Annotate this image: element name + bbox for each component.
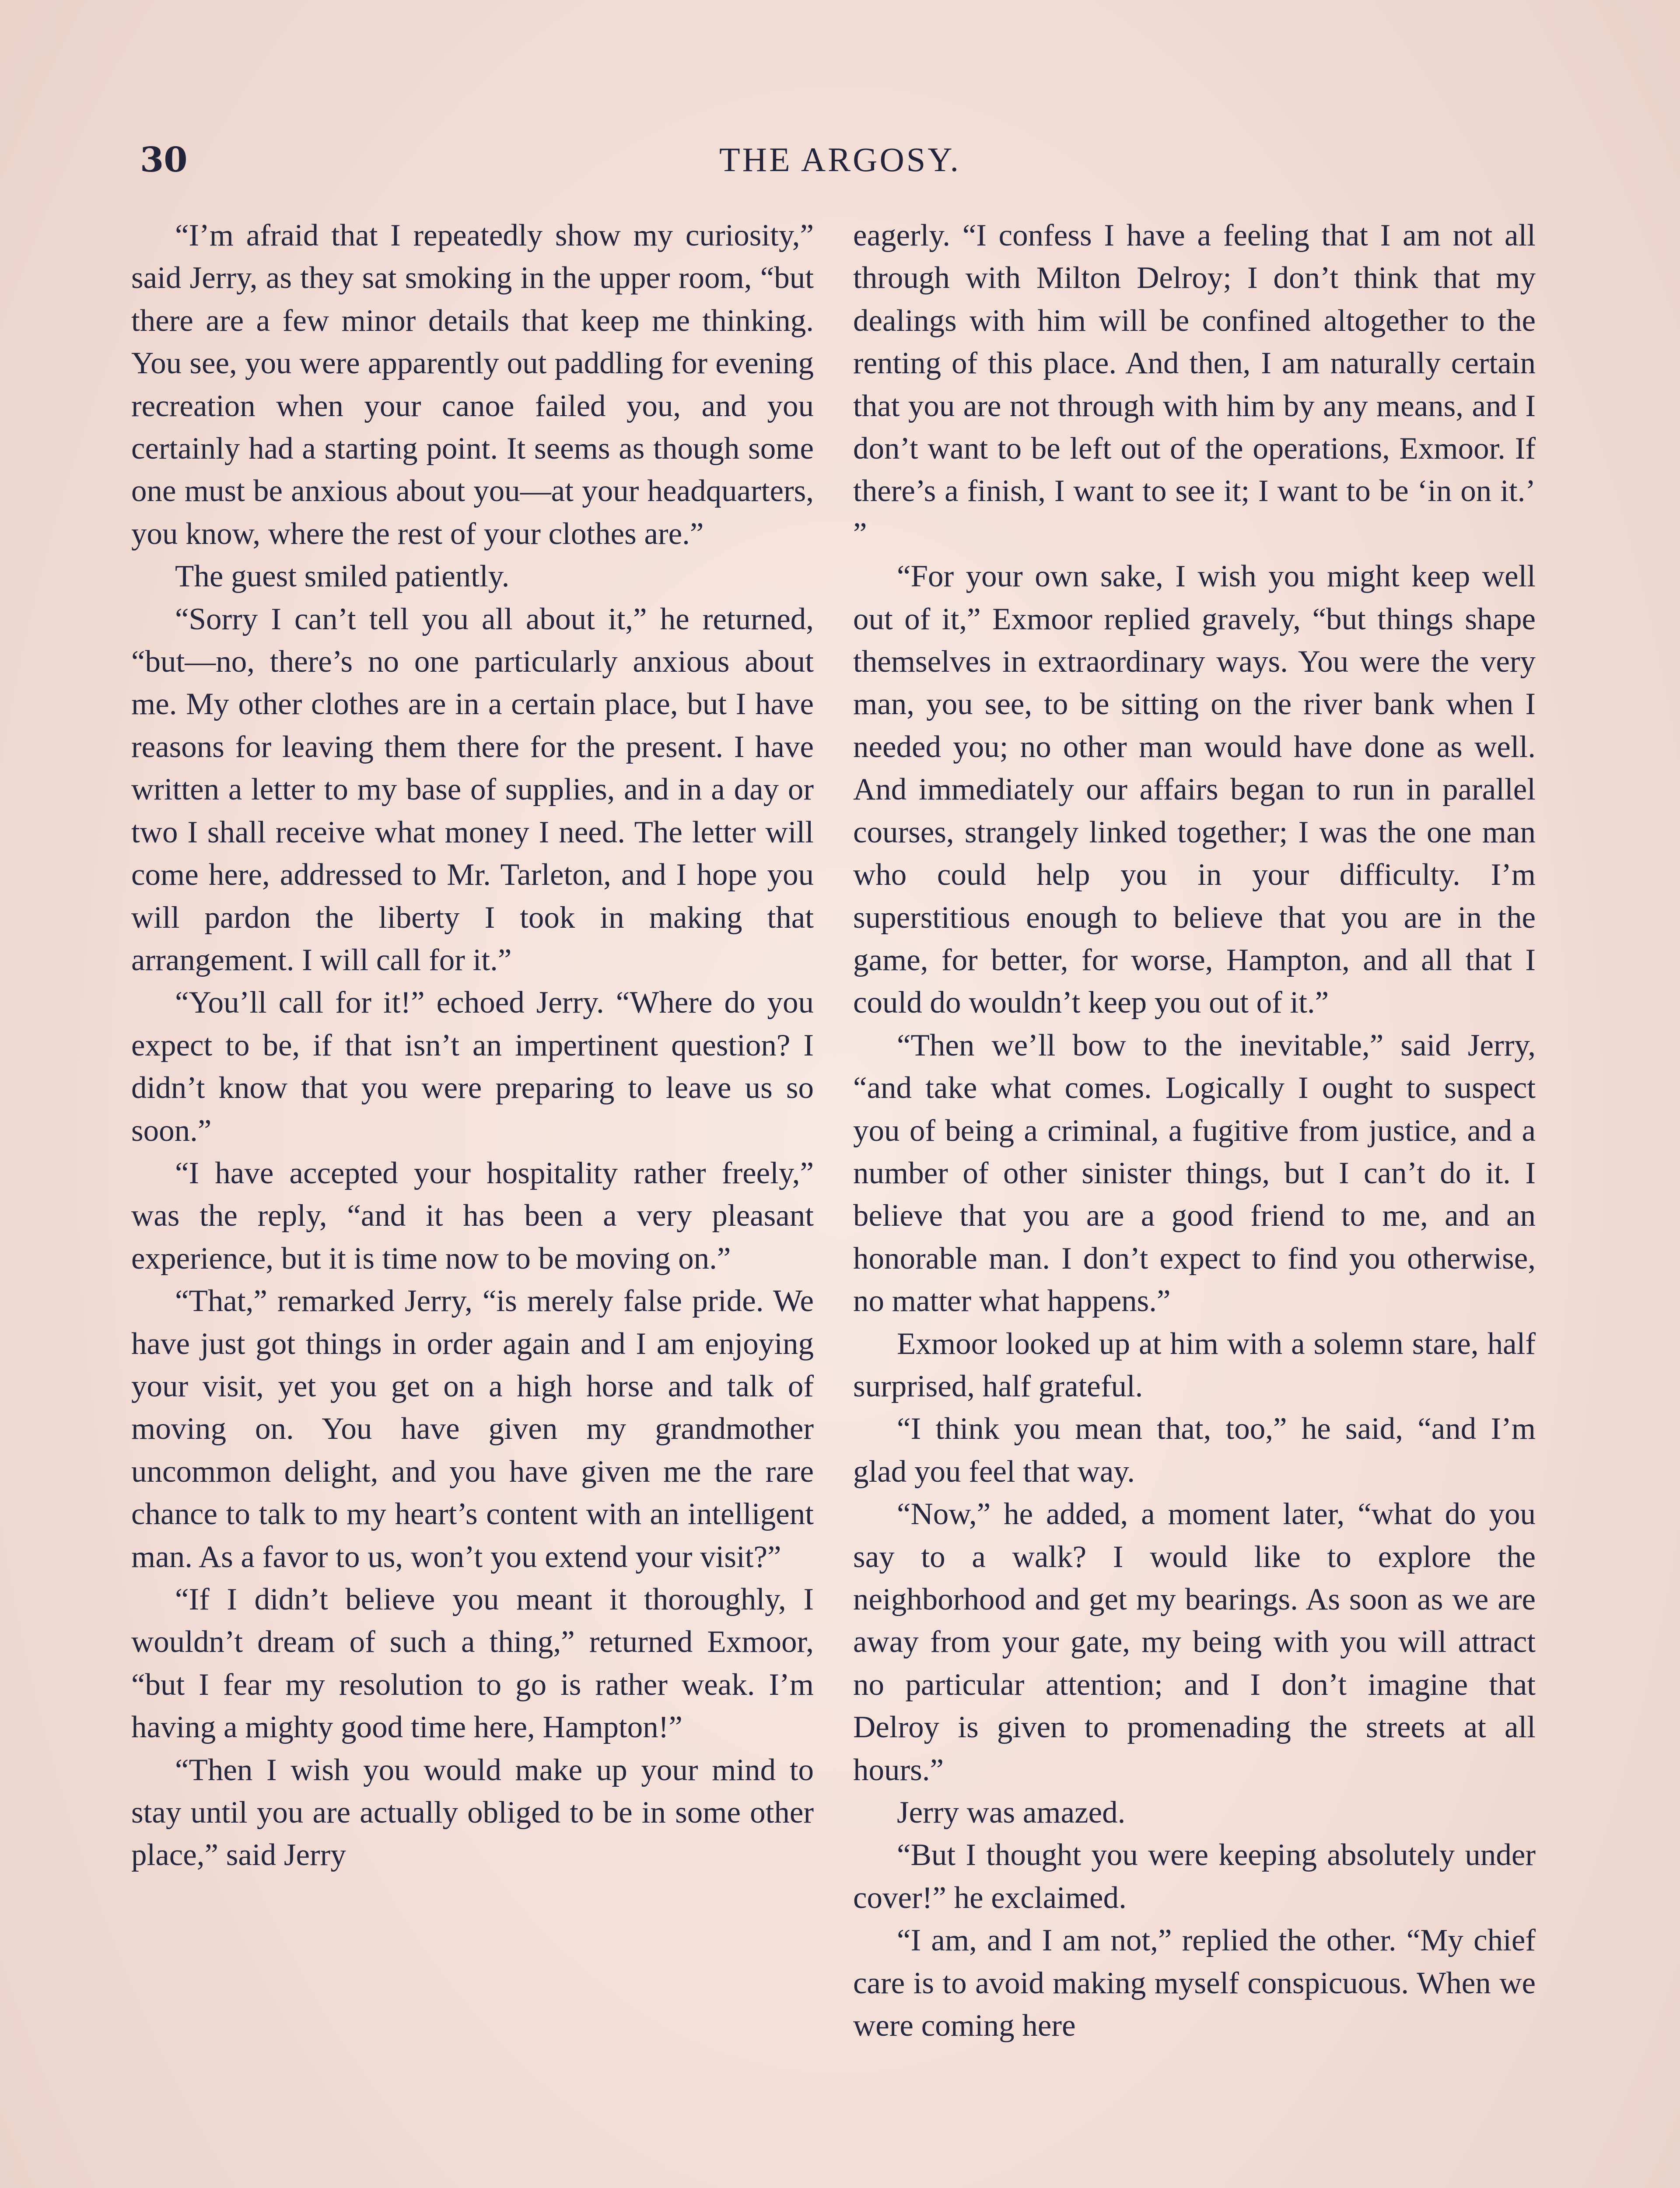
paragraph: “I have accepted your hospitality rather freely,” was the reply, “and it has been a very pleasant experience, but it is time now to be moving on.”: [131, 1156, 814, 1276]
paragraph: “If I didn’t believe you meant it thoroughly, I wouldn’t dream of such a thing,” returned Exmoor, “but I fear my resolution to go is rather weak. I’m having a mighty good time here, Hampton!”: [131, 1582, 814, 1745]
right-column: [853, 214, 1536, 2188]
paragraph: “I’m afraid that I repeatedly show my curiosity,” said Jerry, as they sat smoking in the upper room, “but there are a few minor details that keep me thinking. You see, you were apparently out paddling for evening recreation when your canoe failed you, and you certainly had a starting point. It seems as though some one must be anxious about you—at your headquarters, you know, where the rest of your clothes are.”: [131, 218, 814, 551]
text-columns: [131, 214, 1549, 2188]
left-column: [131, 214, 814, 2188]
paragraph: “But I thought you were keeping absolutely under cover!” he exclaimed.: [853, 1838, 1536, 1915]
paragraph: “That,” remarked Jerry, “is merely false pride. We have just got things in order again and I am enjoying your visit, yet you get on a high horse and talk of moving on. You have given my grandmother uncommon delight, and you have given me the rare chance to talk to my heart’s content with an intelligent man. As a favor to us, won’t you extend your visit?”: [131, 1284, 814, 1574]
page-header: [131, 131, 1549, 193]
paragraph: “Sorry I can’t tell you all about it,” he returned, “but—no, there’s no one particularly anxious about me. My other clothes are in a certain place, but I have reasons for leaving them there for the present. I have written a letter to my base of supplies, and in a day or two I shall receive what money I need. The letter will come here, addressed to Mr. Tarleton, and I hope you will pardon the liberty I took in making that arrangement. I will call for it.”: [131, 602, 814, 977]
running-title: THE ARGOSY.: [719, 140, 961, 179]
paragraph: “You’ll call for it!” echoed Jerry. “Where do you expect to be, if that isn’t an impertinent question? I didn’t know that you were preparing to leave us so soon.”: [131, 985, 814, 1148]
paragraph: Exmoor looked up at him with a solemn stare, half surprised, half grateful.: [853, 1326, 1536, 1403]
paragraph: “I am, and I am not,” replied the other. “My chief care is to avoid making myself conspicuous. When we were coming here: [853, 1923, 1536, 2043]
paragraph: “For your own sake, I wish you might keep well out of it,” Exmoor replied gravely, “but things shape themselves in extraordinary ways. You were the very man, you see, to be sitting on the river bank when I needed you; no other man would have done as well. And immediately our affairs began to run in parallel courses, strangely linked together; I was the one man who could help you in your difficulty. I’m superstitious enough to believe that you are in the game, for better, for worse, Hampton, and all that I could do wouldn’t keep you out of it.”: [853, 559, 1536, 1020]
paragraph: “Now,” he added, a moment later, “what do you say to a walk? I would like to explore the neighborhood and get my bearings. As soon as we are away from your gate, my being with you will attract no particular attention; and I don’t imagine that Delroy is given to promenading the streets at all hours.”: [853, 1497, 1536, 1787]
paragraph: “Then I wish you would make up your mind to stay until you are actually obliged to be in some other place,” said Jerry: [131, 1753, 814, 1872]
page-number: 30: [140, 140, 188, 180]
paragraph: eagerly. “I confess I have a feeling that I am not all through with Milton Delroy; I don’t think that my dealings with him will be confined altogether to the renting of this place. And then, I am naturally certain that you are not through with him by any means, and I don’t want to be left out of the operations, Exmoor. If there’s a finish, I want to see it; I want to be ‘in on it.’ ”: [853, 218, 1536, 551]
paragraph: Jerry was amazed.: [897, 1795, 1126, 1830]
paragraph: “Then we’ll bow to the inevitable,” said Jerry, “and take what comes. Logically I ought to suspect you of being a criminal, a fugitive from justice, and a number of other sinister things, but I can’t do it. I believe that you are a good friend to me, and an honorable man. I don’t expect to find you otherwise, no matter what happens.”: [853, 1028, 1536, 1318]
paragraph: The guest smiled patiently.: [175, 559, 510, 594]
paragraph: “I think you mean that, too,” he said, “and I’m glad you feel that way.: [853, 1412, 1536, 1489]
